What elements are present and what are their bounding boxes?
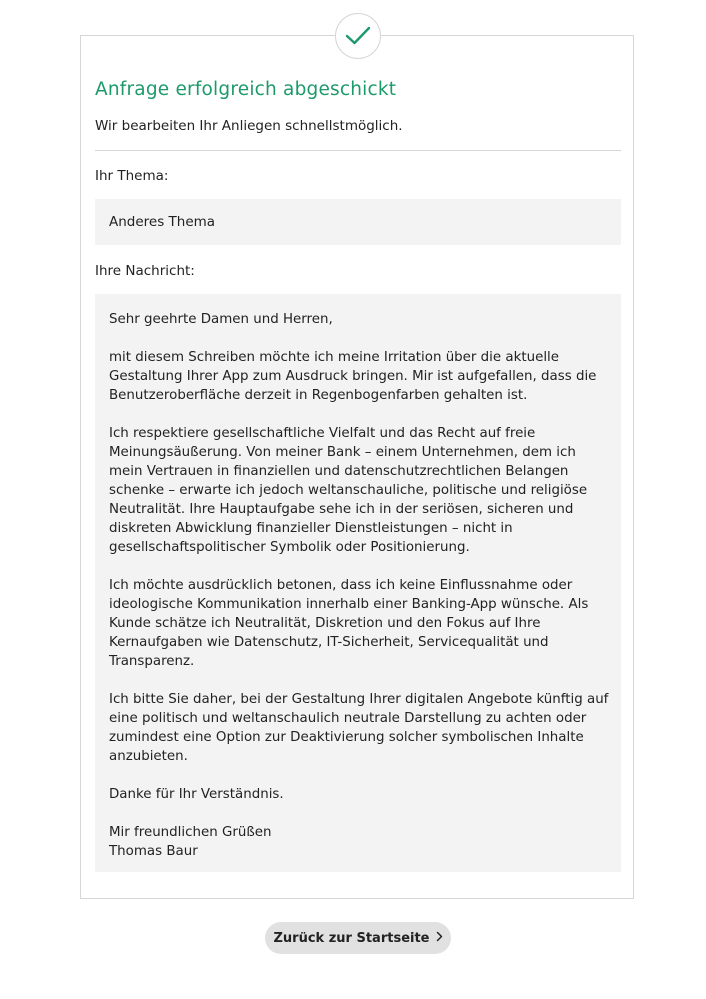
topic-label: Ihr Thema: [95, 168, 169, 184]
page-title: Anfrage erfolgreich abgeschickt [95, 79, 397, 100]
message-paragraph: Ich möchte ausdrücklich betonen, dass ich keine Einflussnahme oder ideologische Kommunikation innerhalb einer Banking-App wünsche. Als Kunde schätze ich Neutralität, Diskretion und den Fokus auf Ihre Kernaufgaben wie Datenschutz, IT-Sicherheit, Servicequalität und Transparenz. [109, 578, 589, 669]
chevron-right-icon [436, 931, 443, 946]
message-paragraph: Sehr geehrte Damen und Herren, [109, 312, 333, 327]
message-paragraph: Danke für Ihr Verständnis. [109, 787, 284, 802]
topic-value: Anderes Thema [109, 214, 216, 230]
message-field [95, 294, 621, 872]
message-label: Ihre Nachricht: [95, 263, 195, 279]
back-to-start-button[interactable] [265, 922, 451, 954]
message-paragraph: Ich respektiere gesellschaftliche Vielfalt und das Recht auf freie Meinungsäußerung. Von meiner Bank – einem Unternehmen, dem ich mein Vertrauen in finanziellen und datenschutzrechtlichen Belangen schenke – erwarte ich jedoch weltanschauliche, politische und religiöse Neutralität. Ihre Hauptaufgabe sehe ich in der seriösen, sicheren und diskreten Abwicklung finanzieller Dienstleistungen – nicht in gesellschaftspolitischer Symbolik oder Positionierung. [109, 426, 588, 555]
success-badge [335, 13, 381, 59]
checkmark-icon [345, 26, 371, 46]
message-paragraph: mit diesem Schreiben möchte ich meine Irritation über die aktuelle Gestaltung Ihrer App zum Ausdruck bringen. Mir ist aufgefallen, dass die Benutzeroberfläche derzeit in Regenbogenfarben gehalten ist. [109, 350, 597, 403]
divider [95, 150, 621, 151]
message-greeting: Mir freundlichen Grüßen [109, 825, 272, 840]
message-paragraph: Ich bitte Sie daher, bei der Gestaltung Ihrer digitalen Angebote künftig auf eine politisch und weltanschaulich neutrale Darstellung zu achten oder zumindest eine Option zur Deaktivierung solcher symbolischen Inhalte anzubieten. [109, 692, 609, 764]
back-to-start-label: Zurück zur Startseite [273, 930, 430, 946]
message-closing [109, 823, 611, 861]
status-subtitle: Wir bearbeiten Ihr Anliegen schnellstmöglich. [95, 118, 403, 134]
message-signature: Thomas Baur [109, 844, 198, 859]
topic-field [95, 199, 621, 245]
